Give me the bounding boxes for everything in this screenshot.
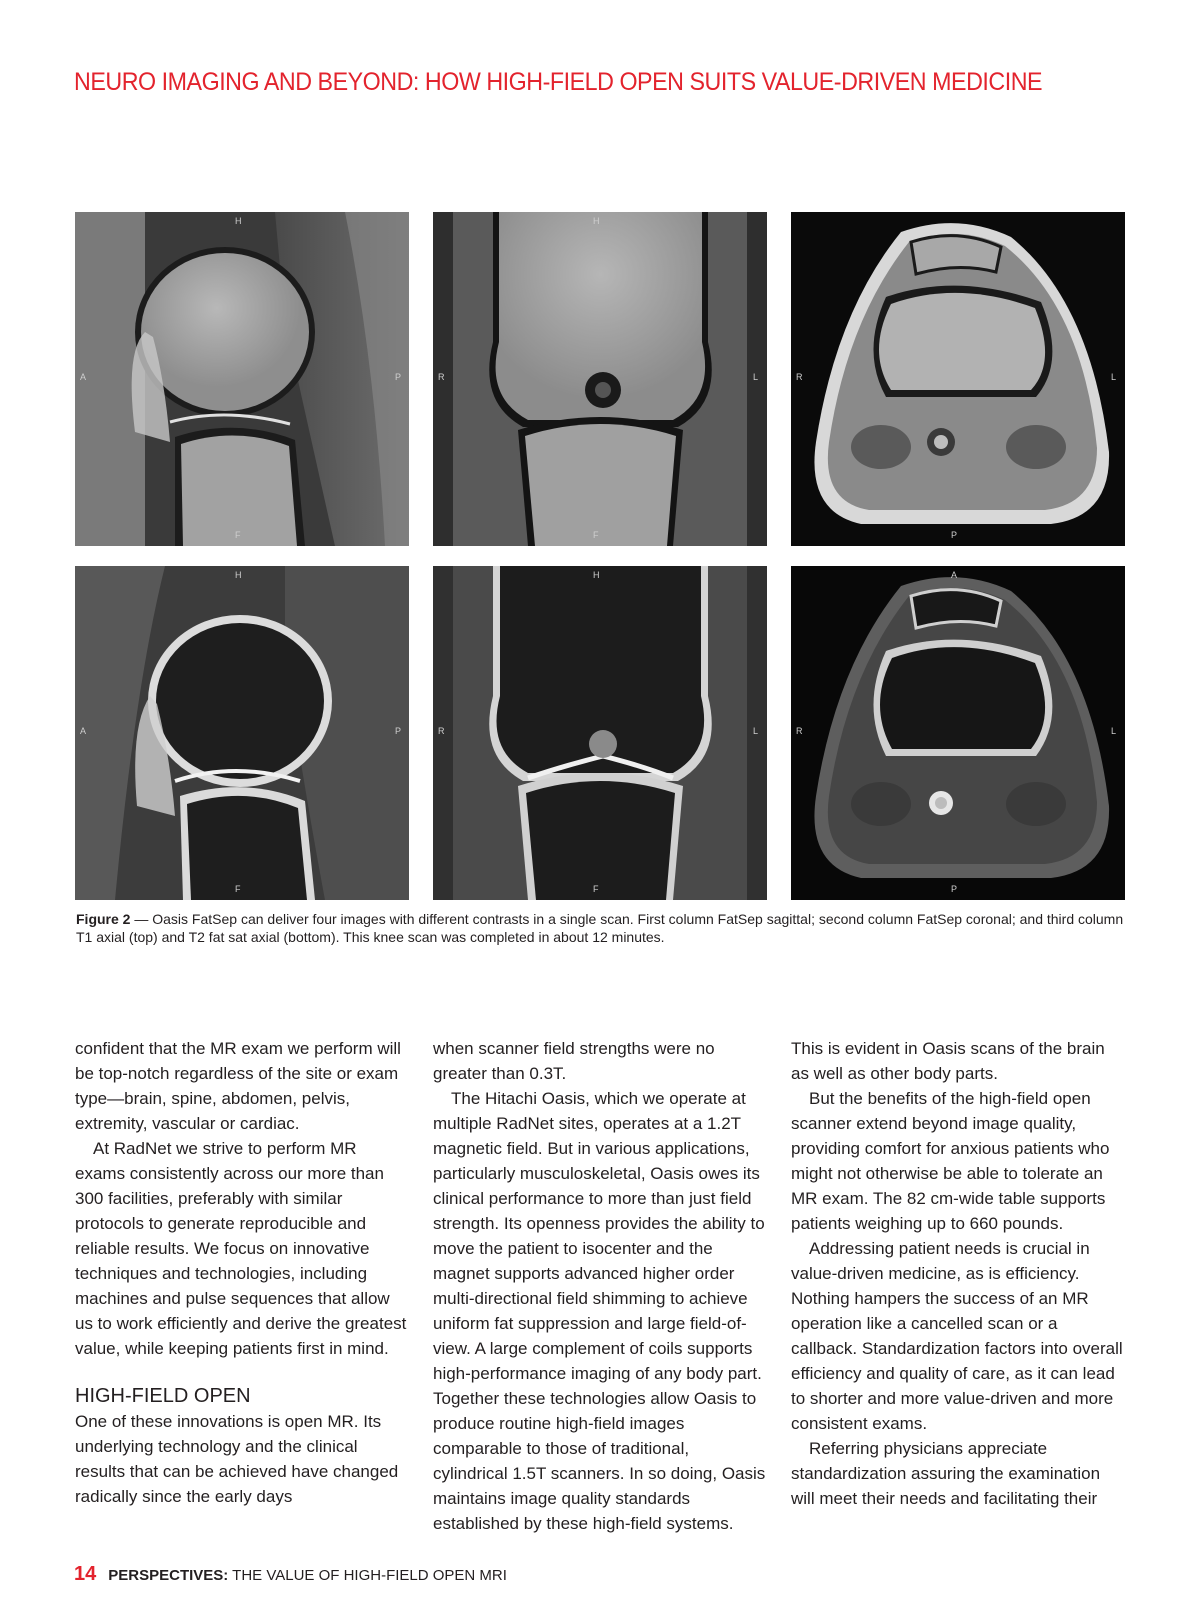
mri-image-axial-t2-fatsat bbox=[791, 566, 1125, 900]
orientation-label-bottom: F bbox=[593, 530, 599, 540]
orientation-label-left: A bbox=[80, 726, 87, 736]
orientation-label-bottom: F bbox=[593, 884, 599, 894]
mri-image-sagittal-fatsep bbox=[75, 566, 409, 900]
page-footer bbox=[74, 1563, 507, 1586]
orientation-label-bottom: P bbox=[951, 884, 958, 894]
orientation-label-left: R bbox=[796, 372, 803, 382]
orientation-label-bottom: F bbox=[235, 884, 241, 894]
mri-image-axial-t1 bbox=[791, 212, 1125, 546]
body-column-1 bbox=[75, 1036, 409, 1509]
page-header-title: NEURO IMAGING AND BEYOND: HOW HIGH-FIELD OPEN SUITS VALUE-DRIVEN MEDICINE bbox=[74, 68, 1043, 96]
paragraph: This is evident in Oasis scans of the brain as well as other body parts. bbox=[791, 1039, 1105, 1083]
orientation-label-right: L bbox=[1111, 372, 1117, 382]
figure-caption-text: — Oasis FatSep can deliver four images with different contrasts in a single scan. First column FatSep sagittal; second column FatSep coronal; and third column T1 axial (top) and T2 fat sat axial (bottom). This knee scan was completed in about 12 minutes. bbox=[76, 911, 1124, 945]
footer-publication-label: PERSPECTIVES: bbox=[108, 1567, 229, 1584]
orientation-label-right: P bbox=[395, 372, 402, 382]
figure-caption-label: Figure 2 bbox=[76, 911, 131, 927]
paragraph: One of these innovations is open MR. Its underlying technology and the clinical results that can be achieved have changed radically since the early days bbox=[75, 1412, 399, 1506]
body-column-3 bbox=[791, 1036, 1125, 1511]
orientation-label-top: H bbox=[593, 570, 600, 580]
orientation-label-left: A bbox=[80, 372, 87, 382]
orientation-label-bottom: P bbox=[951, 530, 958, 540]
orientation-label-top: H bbox=[593, 216, 600, 226]
orientation-label-top: H bbox=[235, 570, 242, 580]
orientation-label-top: H bbox=[235, 216, 242, 226]
orientation-label-right: P bbox=[395, 726, 402, 736]
orientation-label-top: A bbox=[951, 570, 958, 580]
orientation-label-bottom: F bbox=[235, 530, 241, 540]
orientation-label-left: R bbox=[796, 726, 803, 736]
paragraph: when scanner field strengths were no greater than 0.3T. bbox=[433, 1039, 715, 1083]
footer-publication-title: THE VALUE OF HIGH-FIELD OPEN MRI bbox=[228, 1567, 507, 1584]
page-number: 14 bbox=[74, 1563, 97, 1585]
mri-image-coronal-fatsep bbox=[433, 566, 767, 900]
mri-image-sagittal-t1 bbox=[75, 212, 409, 546]
paragraph: The Hitachi Oasis, which we operate at multiple RadNet sites, operates at a 1.2T magnetic field. But in various applications, particularly musculoskeletal, Oasis owes its clinical performance to more than just field strength. Its openness provides the ability to move the patient to isocenter and the magnet supports advanced higher order multi-directional field shimming to achieve uniform fat suppression and large field-of-view. A large complement of coils supports high-performance imaging of any body part. Together these technologies allow Oasis to produce routine high-field images comparable to those of traditional, cylindrical 1.5T scanners. In so doing, Oasis maintains image quality standards established by these high-field systems. bbox=[433, 1089, 766, 1533]
body-column-2 bbox=[433, 1036, 767, 1536]
orientation-label-right: L bbox=[1111, 726, 1117, 736]
orientation-label-left: R bbox=[438, 726, 445, 736]
orientation-label-right: L bbox=[753, 372, 759, 382]
paragraph: Referring physicians appreciate standardization assuring the examination will meet their needs and facilitating their bbox=[791, 1439, 1101, 1508]
mri-image-coronal-t1 bbox=[433, 212, 767, 546]
paragraph: Addressing patient needs is crucial in value-driven medicine, as is efficiency. Nothing hampers the success of an MR operation like a cancelled scan or a callback. Standardization factors into overall efficiency and quality of care, as it can lead to shorter and more value-driven and more consistent exams. bbox=[791, 1239, 1123, 1433]
section-heading: HIGH-FIELD OPEN bbox=[75, 1385, 251, 1407]
orientation-label-left: R bbox=[438, 372, 445, 382]
paragraph: At RadNet we strive to perform MR exams consistently across our more than 300 facilities, preferably with similar protocols to generate reproducible and reliable results. We focus on innovative techniques and technologies, including machines and pulse sequences that allow us to work efficiently and derive the greatest value, while keeping patients first in mind. bbox=[75, 1139, 407, 1358]
paragraph: But the benefits of the high-field open scanner extend beyond image quality, providing comfort for anxious patients who might not otherwise be able to tolerate an MR exam. The 82 cm-wide table supports patients weighing up to 660 pounds. bbox=[791, 1089, 1110, 1233]
orientation-label-right: L bbox=[753, 726, 759, 736]
figure-caption bbox=[76, 910, 1136, 946]
paragraph: confident that the MR exam we perform will be top-notch regardless of the site or exam type—brain, spine, abdomen, pelvis, extremity, vascular or cardiac. bbox=[75, 1039, 401, 1133]
